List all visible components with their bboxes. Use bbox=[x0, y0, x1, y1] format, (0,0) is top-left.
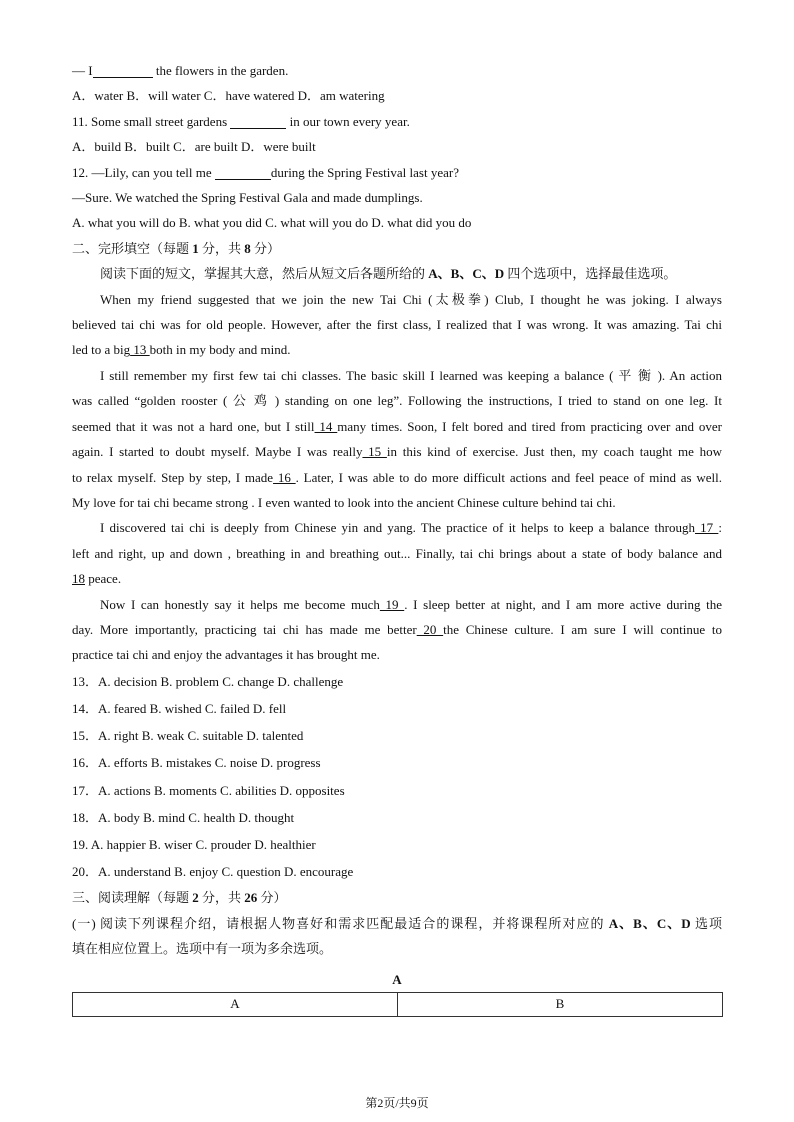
q10-stem-post: the flowers in the garden. bbox=[152, 63, 289, 78]
section2-instruction-post: 四个选项中，选择最佳选项。 bbox=[504, 266, 677, 282]
passage-p4-line3: practice tai chi and enjoy the advantages it has brought me. bbox=[72, 647, 380, 663]
cloze-question-18: 18．A. body B. mind C. health D. thought bbox=[72, 809, 295, 825]
passage-p2-line2: was called “golden rooster ( 公 鸡 ) standing on one leg”. Following the instructions, I tried to stand on one leg. It bbox=[72, 393, 722, 409]
passage-text: seemed that it was not a hard one, but I still bbox=[72, 418, 315, 434]
column-b-header: B bbox=[398, 992, 723, 1016]
cloze-question-19: 19. A. happier B. wiser C. prouder D. healthier bbox=[72, 836, 316, 852]
section3-instruction-line1 bbox=[72, 911, 722, 936]
blank-17: 17 bbox=[694, 520, 719, 536]
passage-p3-line1 bbox=[72, 515, 722, 540]
section3-instruction-options: A、B、C、D bbox=[608, 915, 691, 931]
section3-instruction-pre: (一) 阅读下列课程介绍，请根据人物喜好和需求匹配最适合的课程，并将课程所对应的 bbox=[72, 915, 609, 931]
blank-13: 13 bbox=[130, 342, 150, 358]
passage-text: . I sleep better at night, and I am more active during the bbox=[404, 596, 722, 612]
passage-text: peace. bbox=[85, 571, 122, 587]
passage-p1-line1: When my friend suggested that we join the new Tai Chi (太极拳) Club, I thought he was joking. I always bbox=[100, 291, 722, 307]
passage-text: the Chinese culture. I am sure I will continue to bbox=[443, 621, 722, 637]
passage-text: I discovered tai chi is deeply from Chinese yin and yang. The practice of it helps to keep a balance through bbox=[100, 520, 695, 536]
cloze-question-15: 15．A. right B. weak C. suitable D. talented bbox=[72, 728, 304, 744]
section3-heading-post: 分） bbox=[257, 890, 287, 906]
passage-text: again. I started to doubt myself. Maybe I was really bbox=[72, 444, 363, 460]
passage-text: day. More importantly, practicing tai chi has made me better bbox=[72, 621, 417, 637]
section3-instruction-post: 选项 bbox=[690, 915, 722, 931]
passage-p3-line2: left and right, up and down , breathing in and breathing out... Finally, tai chi brings about a state of body balance and bbox=[72, 545, 722, 561]
cloze-question-20: 20．A. understand B. enjoy C. question D. encourage bbox=[72, 864, 354, 880]
passage-p4-line2 bbox=[72, 617, 722, 642]
table-row bbox=[73, 992, 723, 1016]
q12-stem bbox=[72, 160, 722, 185]
passage-text: both in my body and mind. bbox=[149, 342, 291, 358]
course-table bbox=[72, 992, 723, 1017]
passage-text: led to a big bbox=[72, 342, 131, 358]
q11-options: A．build B．built C．are built D．were built bbox=[72, 139, 316, 155]
blank-14: 14 bbox=[314, 418, 338, 434]
passage-p2-line4 bbox=[72, 439, 722, 464]
section2-instruction-options: A、B、C、D bbox=[428, 266, 505, 282]
q11-blank bbox=[230, 114, 286, 129]
q12-blank bbox=[215, 165, 271, 180]
column-a-header: A bbox=[73, 992, 398, 1016]
passage-text: many times. Soon, I felt bored and tired from practicing over and over bbox=[337, 418, 722, 434]
q12-stem-post: during the Spring Festival last year? bbox=[270, 164, 459, 180]
q11-stem-pre: 11. Some small street gardens bbox=[72, 113, 231, 129]
passage-text: in this kind of exercise. Just then, my coach taught me how bbox=[386, 444, 723, 460]
passage-p4-line1 bbox=[72, 592, 722, 617]
blank-16: 16 bbox=[273, 469, 296, 485]
passage-p1-line2: believed tai chi was for old people. However, after the first class, I realized that I was wrong. It was amazing. Tai chi bbox=[72, 317, 722, 333]
q10-stem bbox=[72, 58, 722, 83]
passage-p3-line3 bbox=[72, 566, 722, 591]
passage-text: Now I can honestly say it helps me become much bbox=[100, 596, 380, 612]
cloze-question-16: 16．A. efforts B. mistakes C. noise D. progress bbox=[72, 755, 321, 771]
section2-heading-post: 分） bbox=[250, 240, 281, 256]
section3-heading-pre: 三、阅读理解（每题 bbox=[72, 890, 193, 906]
passage-p2-line3 bbox=[72, 414, 722, 439]
cloze-question-17: 17．A. actions B. moments C. abilities D. opposites bbox=[72, 782, 345, 798]
section2-instruction bbox=[72, 261, 722, 286]
section3-points-total: 26 bbox=[244, 890, 258, 906]
cloze-question-13: 13．A. decision B. problem C. change D. challenge bbox=[72, 673, 344, 689]
part-a-label: A bbox=[392, 971, 402, 987]
section2-heading bbox=[72, 236, 722, 261]
blank-20: 20 bbox=[416, 621, 444, 637]
passage-text: to relax myself. Step by step, I made bbox=[72, 469, 274, 485]
passage-p2-line6: My love for tai chi became strong . I even wanted to look into the ancient Chinese culture behind tai chi. bbox=[72, 494, 616, 510]
section3-instruction-line2: 填在相应位置上。选项中有一项为多余选项。 bbox=[72, 941, 333, 957]
blank-19: 19 bbox=[379, 596, 405, 612]
blank-15: 15 bbox=[362, 444, 387, 460]
passage-text: . Later, I was able to do more difficult actions and feel peace of mind as well. bbox=[295, 469, 723, 485]
q10-blank bbox=[93, 63, 153, 78]
passage-p2-line1: I still remember my first few tai chi classes. The basic skill I learned was keeping a balance ( 平 衡 ). An action bbox=[100, 367, 722, 383]
q12-options: A. what you will do B. what you did C. what will you do D. what did you do bbox=[72, 215, 472, 231]
page-number: 第2页/共9页 bbox=[365, 1096, 429, 1110]
passage-text: : bbox=[718, 520, 722, 536]
section2-heading-mid: 分，共 bbox=[198, 240, 245, 256]
q12-stem-pre: 12. —Lily, can you tell me bbox=[72, 164, 215, 180]
section2-heading-pre: 二、完形填空（每题 bbox=[72, 240, 193, 256]
section3-points-each: 2 bbox=[192, 890, 199, 906]
section2-points-each: 1 bbox=[192, 240, 199, 256]
section3-heading bbox=[72, 885, 722, 910]
q11-stem-post: in our town every year. bbox=[286, 113, 410, 129]
q11-stem bbox=[72, 109, 722, 134]
passage-p1-line3 bbox=[72, 337, 722, 362]
cloze-question-14: 14．A. feared B. wished C. failed D. fell bbox=[72, 700, 287, 716]
page-content bbox=[72, 58, 722, 1017]
passage-p2-line5 bbox=[72, 465, 722, 490]
q12-reply: —Sure. We watched the Spring Festival Gala and made dumplings. bbox=[72, 190, 423, 206]
section2-instruction-pre: 阅读下面的短文，掌握其大意，然后从短文后各题所给的 bbox=[100, 266, 429, 282]
section2-points-total: 8 bbox=[244, 240, 251, 256]
section3-heading-mid: 分，共 bbox=[198, 890, 245, 906]
q10-options: A．water B．will water C．have watered D．am watering bbox=[72, 88, 385, 104]
q10-stem-pre: — I bbox=[72, 63, 93, 78]
blank-18: 18 bbox=[72, 571, 85, 587]
